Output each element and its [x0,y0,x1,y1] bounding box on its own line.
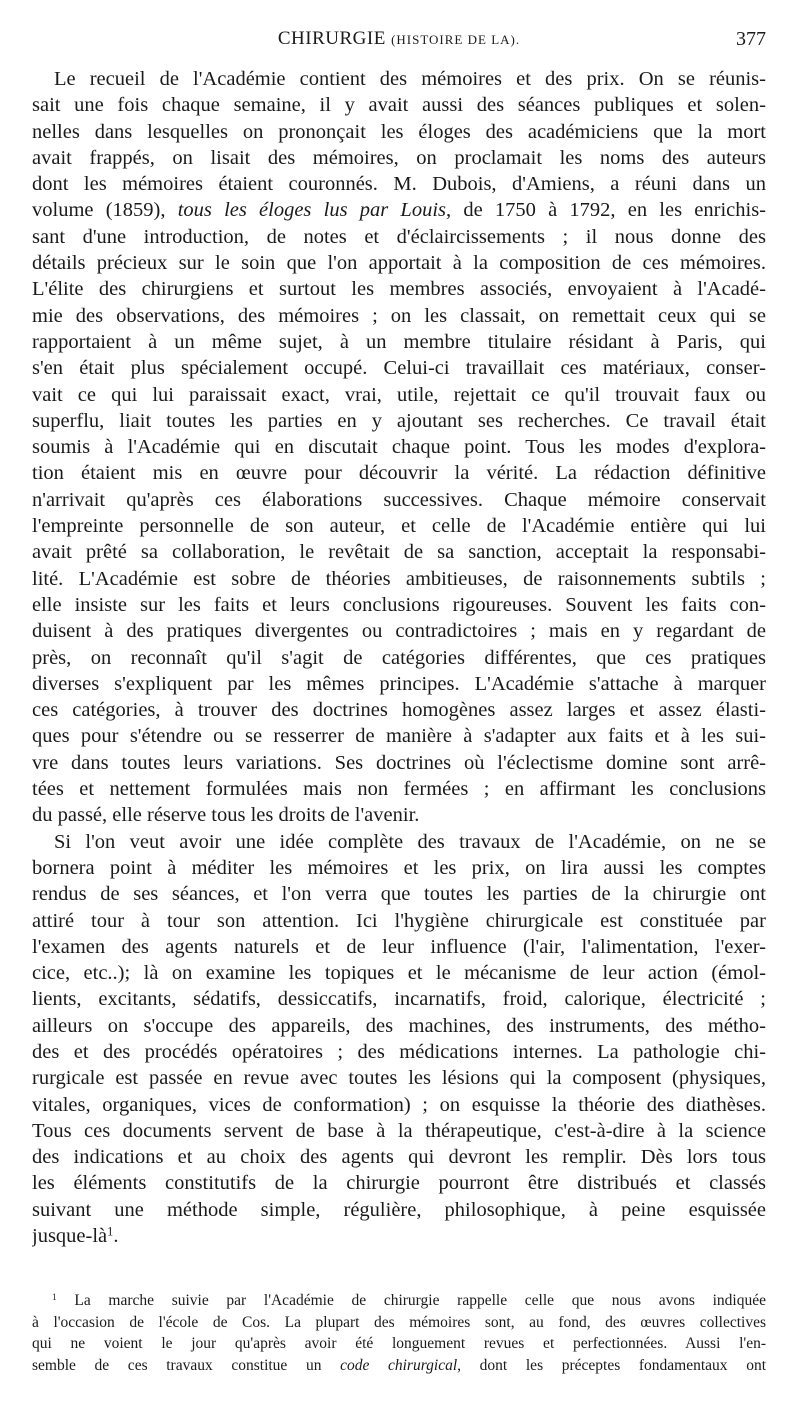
paragraph-1 [32,66,766,829]
paragraph-1-line: mie des observations, des mémoires ; on les classait, on remettait ceux qui se [32,304,766,327]
paragraph-1-line: près, on reconnaît qu'il s'agit de catégories différentes, que ces pratiques [32,646,766,669]
footnote-segment: La marche suivie par l'Académie de chirurgie rappelle celle que nous avons indiquée [74,1292,766,1309]
main-text [32,66,766,1249]
footnote-line [32,1290,766,1312]
paragraph-2-line [32,1223,766,1249]
paragraph-2-line: rurgicale est passée en revue avec toutes les lésions qui la composent (physiques, [32,1067,766,1090]
paragraph-1-line: sant d'une introduction, de notes et d'éclaircissements ; il nous donne des [32,225,766,248]
footnote-text [32,1290,766,1376]
paragraph-1-line [32,197,766,223]
paragraph-1-line: Le recueil de l'Académie contient des mémoires et des prix. On se réunis- [54,68,766,90]
paragraph-1-line: avait frappés, on lisait des mémoires, on proclamait les noms des auteurs [32,146,766,169]
paragraph-1-line: duisent à des pratiques divergentes ou contradictoires ; mais en y regardant de [32,620,766,643]
paragraph-2-line: bornera point à méditer les mémoires et les prix, on lira aussi les comptes [32,856,766,879]
paragraph-2-segment: 1 [107,1224,114,1239]
running-header [32,28,766,58]
paragraph-2-line: rendus de ses séances, et l'on verra que toutes les parties de la chirurgie ont [32,883,766,906]
paragraph-1-line: vre dans toutes leurs variations. Ses doctrines où l'éclectisme domine sont arrê- [32,751,766,774]
paragraph-1-line: ces catégories, à trouver des doctrines homogènes assez larges et assez élasti- [32,699,766,722]
paragraph-1-line: diverses s'expliquent par les mêmes principes. L'Académie s'attache à marquer [32,672,766,695]
paragraph-2-line: des et des procédés opératoires ; des médications internes. La pathologie chi- [32,1040,766,1063]
paragraph-1-line: sait une fois chaque semaine, il y avait aussi des séances publiques et solen- [32,94,766,117]
footnote-segment: semble de ces travaux constitue un [32,1356,341,1374]
running-title-main: CHIRURGIE [277,28,386,49]
paragraph-2-line: suivant une méthode simple, régulière, philosophique, à peine esquissée [32,1198,766,1221]
paragraph-1-line: du passé, elle réserve tous les droits de l'avenir. [32,804,420,827]
paragraph-1-line: tées et nettement formulées mais non fermées ; en affirmant les conclusions [32,778,766,801]
paragraph-1-line: L'élite des chirurgiens et surtout les membres associés, envoyaient à l'Acadé- [32,278,766,301]
paragraph-1-line: vait ce qui lui paraissait exact, vrai, utile, rejettait ce qu'il trouvait faux ou [32,383,766,406]
paragraph-1-line: dont les mémoires étaient couronnés. M. Dubois, d'Amiens, a réuni dans un [32,173,766,196]
paragraph-1-line: elle insiste sur les faits et leurs conclusions rigoureuses. Souvent les faits con- [32,593,766,616]
paragraph-1-line: s'en était plus spécialement occupé. Celui-ci travaillait ces matériaux, conser- [32,357,766,380]
paragraph-2-line: Si l'on veut avoir une idée complète des travaux de l'Académie, on ne se [54,830,766,853]
footnote-segment: à l'occasion de l'école de Cos. La plupart des mémoires sont, au fond, des œuvres collectives [32,1313,766,1331]
paragraph-2-segment: jusque-là [32,1225,108,1248]
paragraph-2 [32,829,766,1250]
footnote-marker: 1 [52,1292,57,1303]
paragraph-1-segment: volume (1859), [32,199,178,222]
paragraph-1-line: soumis à l'Académie qui en discutait chaque point. Tous les modes d'explora- [32,436,766,459]
page-number: 377 [736,28,766,50]
paragraph-1-line: n'arrivait qu'après ces élaborations successives. Chaque mémoire conservait [32,488,766,511]
running-title [32,28,766,50]
footnote [32,1290,766,1376]
paragraph-1-line: superflu, liait toutes les parties en y ajoutant ses recherches. Ce travail était [32,409,766,432]
running-title-sub: (HISTOIRE DE LA). [391,32,521,47]
paragraph-1-segment: tous les éloges lus par Louis [177,199,447,222]
paragraph-2-line: l'examen des agents naturels et de leur influence (l'air, l'alimentation, l'exer- [32,935,766,958]
paragraph-2-line: des indications et au choix des agents qui devront les remplir. Dès lors tous [32,1146,766,1169]
paragraph-1-line: ques pour s'étendre ou se resserrer de manière à s'adapter aux faits et à les sui- [32,725,766,748]
footnote-segment: qui ne voient le jour qu'après avoir été longuement revues et perfectionnées. Aussi l'en- [32,1335,766,1352]
paragraph-1-line: détails précieux sur le soin que l'on apportait à la composition de ces mémoires. [32,252,766,275]
paragraph-1-line: lité. L'Académie est sobre de théories ambitieuses, de raisonnements subtils ; [32,567,766,590]
paragraph-1-line: nelles dans lesquelles on prononçait les éloges des académiciens que la mort [32,120,766,143]
paragraph-1-segment: , de 1750 à 1792, en les enrichis- [446,199,766,222]
paragraph-1-line: avait prêté sa collaboration, le revêtait de sa sanction, acceptait la responsabi- [32,541,766,564]
paragraph-2-line: lients, excitants, sédatifs, dessiccatifs, incarnatifs, froid, calorique, électricité ; [32,988,766,1011]
paragraph-2-line: attiré tour à tour son attention. Ici l'hygiène chirurgicale est constituée par [32,909,766,932]
footnote-segment: , dont les préceptes fondamentaux ont [457,1356,766,1374]
paragraph-1-line: l'empreinte personnelle de son auteur, et celle de l'Académie entière qui lui [32,515,766,538]
footnote-line [32,1333,766,1355]
paragraph-2-segment: . [113,1225,119,1248]
paragraph-2-line: les éléments constitutifs de la chirurgie pourront être distribués et classés [32,1172,766,1195]
paragraph-1-line: tion étaient mis en œuvre pour découvrir la vérité. La rédaction définitive [32,462,766,485]
paragraph-2-line: vitales, organiques, vices de conformation) ; on esquisse la théorie des diathèses. [32,1093,766,1116]
footnote-line [32,1312,766,1334]
footnote-segment: code chirurgical [340,1356,458,1374]
paragraph-2-line: cice, etc..); là on examine les topiques et le mécanisme de leur action (émol- [32,962,766,985]
paragraph-1-line: rapportaient à un même sujet, à un membre titulaire résidant à Paris, qui [32,330,766,353]
paragraph-2-line: Tous ces documents servent de base à la thérapeutique, c'est-à-dire à la science [32,1119,766,1142]
paragraph-2-line: ailleurs on s'occupe des appareils, des machines, des instruments, des métho- [32,1014,766,1037]
footnote-line [32,1355,766,1377]
